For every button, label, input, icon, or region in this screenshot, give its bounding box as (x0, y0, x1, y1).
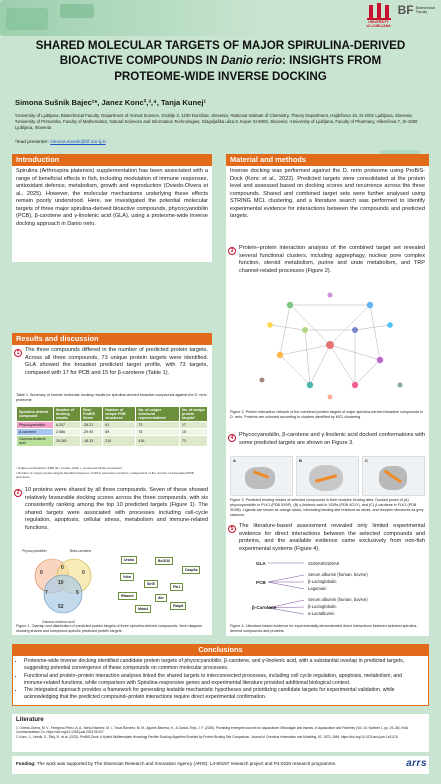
venn-count-pcb-beta: 0 (61, 565, 64, 571)
faculty-name: Biotechnical (415, 5, 435, 10)
venn-label-pcb: Phycocyanobilin (22, 549, 47, 553)
figure-4-caption: Figure 4. Literature-based evidence for experimentally demonstrated direct interactions between selected spirulina-derived compounds and proteins. (230, 624, 418, 633)
figure-3-caption: Figure 3. Predicted binding modes of selected compounds in their receptor binding sites. Docked poses of (A) phycocyanobilin in PLK1 (PDB 5X9P), (B) γ-linolenic acid in VDRa (PDB 4G1Y), and (C) β-carotene in FLK1 (PDB 3D5N). Ligands are shown as orange sticks, interacting binding-site residues as sticks, and receptor structures as grey cartoons. (230, 498, 424, 517)
table-cell: Gamma-linolenic acid (17, 436, 54, 447)
table-footnote-1: ¹ Unique combinations PDB ID + protein chain + compound binder annotation. (16, 466, 123, 470)
title-species: Danio rerio (220, 54, 283, 68)
result-5-text: The literature-based assessment revealed only limited experimental evidence for direct interactions between the selected compounds and proteins, and the available evidence came exclusively from non-fish experimental systems (Figure 4). (239, 523, 425, 552)
background-decoration (6, 8, 48, 30)
table-1-caption: Table 1. Summary of inverse molecular docking results for spirulina-derived bioactive compounds against the D. rerio proteome (16, 393, 207, 402)
table-cell: 210 (103, 436, 136, 447)
protein-interaction-network (250, 285, 410, 405)
evidence-gla: GLA (256, 561, 266, 566)
network-nodes (260, 293, 403, 400)
university-name-2: of LJUBLJANA (366, 23, 391, 28)
evidence-gla-target: S100A8/S100A9 (308, 561, 339, 566)
title-line-2c: : INSIGHTS FROM (282, 54, 382, 68)
evidence-pcb-target: Serum albumin (human, bovine) (308, 572, 368, 577)
table-header: Spirulina-derived compound (17, 407, 54, 422)
header-logos (366, 3, 435, 28)
funding-text (16, 761, 336, 766)
table-cell: -29.90 (81, 429, 103, 436)
result-4-text: Phycocyanobilin, β-carotene and γ-linolenic acid docked conformations with some predicted targets are shown on Figure 3. (239, 432, 425, 446)
conclusion-item: • The integrated approach provides a framework for generating testable mechanistic hypotheses and prioritizing candidate targets for experimental validation, while acknowledging that the predicted compound–protein interactions require direct experimental confirmation. (24, 687, 422, 701)
table-cell: 15 (180, 429, 208, 436)
panel-label: A (233, 458, 236, 463)
affiliations: ¹University of Ljubljana, Biotechnical Faculty, Department of Animal Science, Groblje 3, 1230 Domžale, Slovenia; ²National Institute of Chemistry, Theory Department, Hajdrihova 19, SI-1001 Ljubljana, Slovenia; ³University of Primorska, Faculty of Mathematics, Natural Sciences and Information Technologies, Glagoljaška ulica 8, Koper SI-6000, Slovenia; ⁴University of Ljubljana, Faculty of Pharmacy, Aškerčeva 7, SI-1000 Ljubljana, Slovenia (15, 113, 418, 131)
arrs-logo: arrs (406, 758, 427, 769)
introduction-text: Spirulina (Arthrospira platensis) supplementation has been associated with a range of beneficial effects in fish, including modulation of immune responses, antioxidant defence, metabolism, growth and reproduction (Oviedo-Olvera et al., 2025). However, the molecular mechanisms underlying these effects remain poorly understood. Here, we investigated the potential molecular targets of three major spirulina-derived bioactive compounds, phycocyanobilin (PCB), β-carotene and γ-linolenic acid (GLA), using a proteome-wide inverse docking approach in Danio rerio. (16, 168, 208, 227)
introduction-header: Introduction (12, 154, 212, 166)
table-cell: -28.21 (81, 422, 103, 429)
methods-header: Material and methods (226, 154, 429, 166)
university-logo (366, 3, 392, 28)
conclusions-header: Conclusions (12, 644, 429, 656)
result-number-5: 5 (228, 525, 236, 533)
table-header: No. of unique protein targets² (180, 407, 208, 422)
conclusion-item: • Functional and protein–protein interaction analyses linked the shared targets to interconnected processes, including cell cycle regulation, apoptosis, metabolism, and immune-related functions, while comparison with Spirulina-responsive genes and experimental literature provided additional biological context. (24, 673, 422, 687)
table-header: Number of unique PDB structures (103, 407, 136, 422)
docking-panel-a (230, 456, 293, 496)
lead-label: *lead presenter: (15, 140, 51, 145)
evidence-pcb-target: β-Lactoglobulin (308, 579, 337, 584)
table-row (17, 429, 208, 436)
faculty-logo (398, 3, 435, 17)
docking-summary-table (16, 406, 208, 447)
university-seal-icon (366, 3, 392, 21)
shared-protein-chip: Bcl2l10 (155, 557, 173, 565)
docking-figure (230, 456, 425, 496)
result-2-text: 10 proteins were shared by all three compounds. Seven of these showed relatively favourable docking scores across the three compounds, with six consistently ranking among the top 10 predicted targets (Figure 1). The shared targets were associated with processes including cell-cycle regulation, apoptosis, cellular stress, metabolism and immune-related functions. (25, 487, 208, 531)
evidence-pcb-target: Legumain (308, 586, 327, 591)
table-footnote-2: ² Number of unique protein targets identified based on UniProt accession numbers, independent of the number of associated PDB structures. (16, 471, 194, 480)
literature-header: Literature (16, 717, 44, 723)
table-cell: 2,566 (53, 429, 80, 436)
university-name: UNIVERSITY (368, 20, 389, 24)
table-header-row (17, 407, 208, 422)
table-cell: 416 (136, 436, 180, 447)
shared-protein-chip: Casp3a (182, 566, 200, 574)
venn-count-center: 10 (58, 580, 64, 586)
table-cell: 17 (180, 422, 208, 429)
background-decoration (60, 4, 94, 18)
venn-label-beta: Beta-carotene (70, 549, 92, 553)
shared-protein-chip: Sirt5 (144, 580, 158, 588)
evidence-pcb: PCB (256, 580, 266, 585)
panel-label: B (299, 458, 302, 463)
results-header: Results and discussion (12, 333, 212, 345)
result-number-4: 4 (228, 434, 236, 442)
result-3-text: Protein–protein interaction analysis of the combined target set revealed several functional clusters, including aggrephagy, nuclear pore complex function, steroid metabolism, purine and urate metabolism, and TRP channel-related processes (Figure 2). (239, 245, 425, 274)
table-cell: 29,381 (53, 436, 80, 447)
result-1-text: The three compounds differed in the number of predicted protein targets. Across all three compounds, 73 unique protein targets were identified. GLA showed the broadest predicted target profile, with 73 targets, compared with 17 for PCB and 15 for β-carotene (Table 1). (25, 347, 208, 376)
reference-item: 1. Oviedo-Olvera, M. V., Feregrino-Pérez, A. A., Nieto-Ramírez, M. I., Tovar-Ramírez, M. M., Aguirre-Becerra, H., & García-Trejo, J. F. (2025). Promising emergent sources for aquaculture: Microalgae and insects. In Aquaculture and Fisheries (Vol. 10, Number 1, pp. 29–36). KeAi Communications Co. https://doi.org/10.1016/j.aaf.2023.06.007 (16, 726, 409, 735)
shared-protein-chip: Mdm4 (135, 605, 151, 613)
shared-protein-chip: Vdra (120, 573, 134, 581)
funding-body: The work was supported by The Slovenian Research and Innovation Agency (ARIS): L4-60157 research project and P4-0220 research programme. (35, 761, 337, 766)
docking-panel-b (296, 456, 359, 496)
result-number-2: 2 (14, 489, 22, 497)
table-row (17, 422, 208, 429)
venn-count-gla-only: 52 (58, 604, 64, 610)
figure-1-caption: Figure 1. Overlap and distribution of predicted protein targets of three spirulina-derived compounds: Venn diagram showing shared and compound-specific predicted protein targets. (16, 624, 202, 633)
table-cell: 76 (136, 429, 180, 436)
venn-label-gla: Gamma-linolenic acid (42, 620, 75, 624)
venn-count-beta-only: 0 (82, 570, 85, 576)
shared-protein-chip: Akr (155, 594, 167, 602)
figure-2-caption: Figure 2. Protein interaction network of the combined protein targets of major spirulina-derived bioactive compounds in D. rerio. Proteins are coloured according to clusters identified by MCL clustering. (230, 410, 424, 419)
table-header: Number of docking results (53, 407, 80, 422)
poster-title (18, 38, 423, 84)
reference-item: 2. Konc, J., Lešnik, S., Škrlj, B., et al. (2022). ProBiS-Dock: A Hybrid Multitemplate Homology Flexible Docking Algorithm Enabled by Protein Binding Site Comparison. Journal of Chemical Information and Modeling, 62, 1573–1584. https://doi.org/10.1021/acs.jcim.1c01176 (16, 734, 398, 739)
panel-label: C (365, 458, 368, 463)
shared-protein-chip: Fabp6 (170, 602, 186, 610)
faculty-name-2: Faculty (415, 10, 428, 14)
conclusion-item: • Proteome-wide inverse docking identified candidate protein targets of phycocyanobilin, β-carotene, and γ-linolenic acid, with a substantial overlap in predicted targets, suggesting potential convergence of these compounds on common molecular processes. (24, 658, 422, 672)
table-cell: 69 (103, 429, 136, 436)
conclusions-list (18, 658, 422, 702)
title-line-1: SHARED MOLECULAR TARGETS OF MAJOR SPIRULINA-DERIVED (35, 39, 406, 52)
venn-count-beta-gla: 5 (76, 590, 79, 596)
table-cell: 73 (180, 436, 208, 447)
title-line-2a: BIOACTIVE COMPOUNDS IN (59, 54, 221, 68)
literature-refs (16, 726, 426, 739)
authors: Simona Sušnik Bajec¹*, Janez Konc²,³,⁴, Tanja Kunej¹ (15, 98, 206, 107)
table-header: No. of unique structural representatives¹ (136, 407, 180, 422)
evidence-bc: β-Carotene (252, 605, 277, 610)
evidence-bc-target: β-Lactoglobulin (308, 604, 337, 609)
table-cell: 6,207 (53, 422, 80, 429)
evidence-bc-target: Serum albumin (human, bovine) (308, 597, 368, 602)
title-line-3: PROTEOME-WIDE INVERSE DOCKING (114, 69, 327, 83)
shared-protein-chip: Uraha (121, 556, 137, 564)
evidence-bc-target: α-Lactalbumin (308, 611, 335, 616)
table-cell: β-carotene (17, 429, 54, 436)
table-cell: -18.33 (81, 436, 103, 447)
lead-presenter (15, 140, 106, 145)
result-number-1: 1 (14, 349, 22, 357)
lead-email-link[interactable]: simona.susnik@bf.uni-lj.si (50, 140, 106, 145)
table-header: Best ProBiS Score (81, 407, 103, 422)
table-cell: 73 (136, 422, 180, 429)
venn-count-pcb-gla: 7 (45, 590, 48, 596)
funding-label: Funding: (16, 761, 36, 766)
methods-text: Inverse docking was performed against the D. rerio proteome using ProBiS-Dock (Konc et al., 2022). Predicted targets were consolidated at the protein level and assessed based on docking scores and recurrence across the three compounds. Shared and combined target sets were further analysed using STRING MCL clustering, and a literature search was performed to identify experimental evidence for interactions between the compounds and predicted targets. (230, 168, 425, 220)
evidence-connectors (256, 560, 316, 622)
shared-protein-chip: RNase1 (118, 592, 137, 600)
table-row (17, 436, 208, 447)
result-number-3: 3 (228, 247, 236, 255)
docking-panel-c (362, 456, 425, 496)
faculty-logo-mark: BF (397, 3, 414, 17)
shared-protein-chip: Pik1 (170, 583, 183, 591)
venn-count-pcb-only: 0 (40, 570, 43, 576)
table-cell: 61 (103, 422, 136, 429)
table-cell: Phycocyanobilin (17, 422, 54, 429)
